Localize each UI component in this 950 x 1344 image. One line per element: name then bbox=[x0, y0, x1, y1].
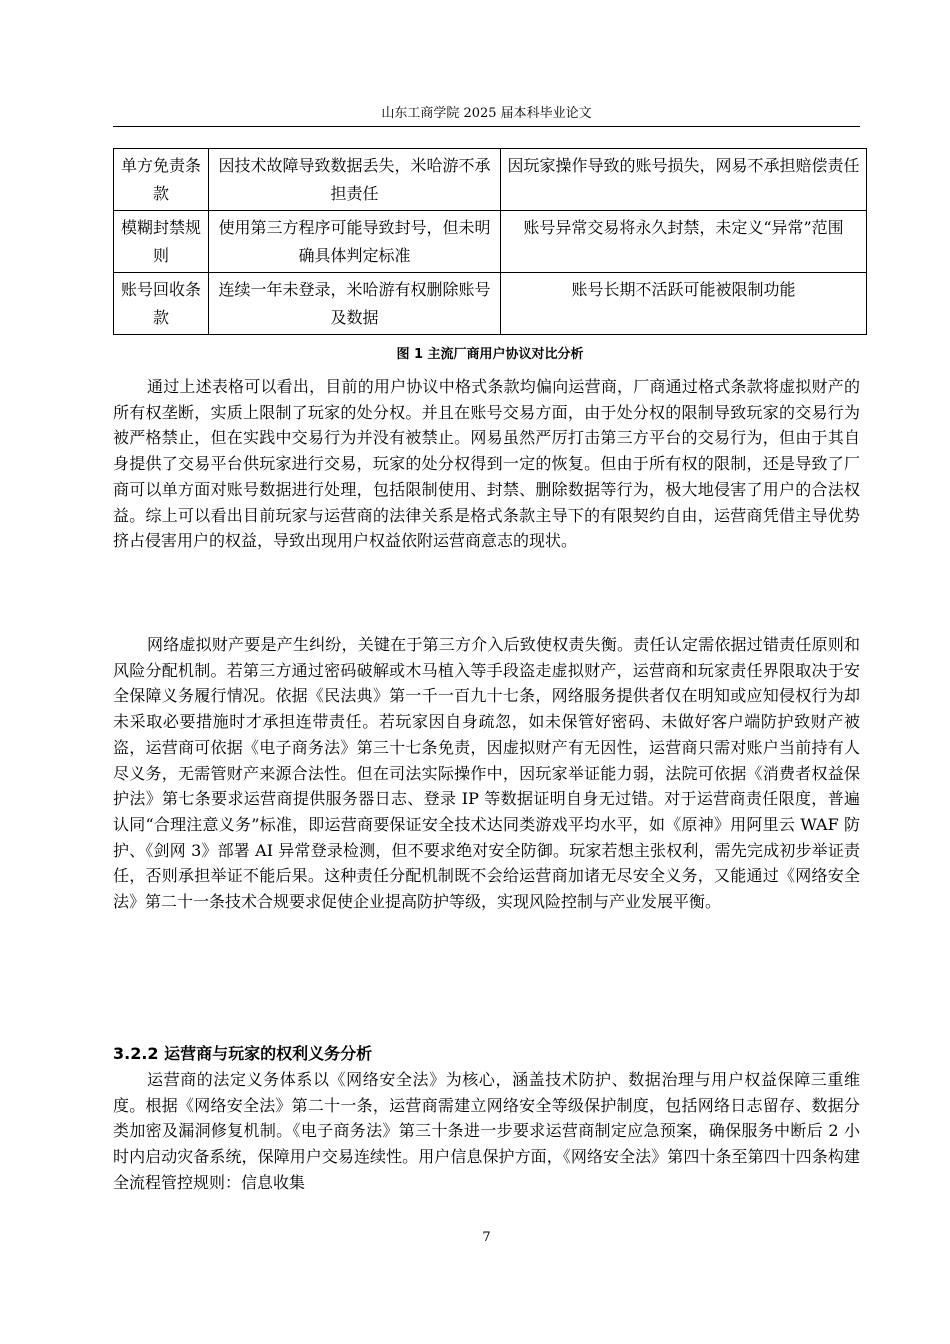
header-rule bbox=[113, 126, 860, 127]
body-paragraph: 运营商的法定义务体系以《网络安全法》为核心，涵盖技术防护、数据治理与用户权益保障三重维度。根据《网络安全法》第二十一条，运营商需建立网络安全等级保护制度，包括网络日志留存、数据分类加密及漏洞修复机制。《电子商务法》第三十条进一步要求运营商制定应急预案，确保服务中断后 2 小时内启动灾备系统，保障用户交易连续性。用户信息保护方面，《网络安全法》第四十条至第四十四条构建全流程管控规则：信息收集 bbox=[113, 1070, 860, 1192]
table-row bbox=[114, 149, 867, 211]
table-cell: 账号异常交易将永久封禁，未定义“异常”范围 bbox=[501, 211, 867, 273]
section-heading: 3.2.2 运营商与玩家的权利义务分析 bbox=[113, 1044, 373, 1063]
table-cell: 账号长期不活跃可能被限制功能 bbox=[501, 273, 867, 335]
table-cell: 单方免责条款 bbox=[114, 149, 209, 211]
table-cell: 账号回收条款 bbox=[114, 273, 209, 335]
body-paragraph: 通过上述表格可以看出，目前的用户协议中格式条款均偏向运营商，厂商通过格式条款将虚拟财产的所有权垄断，实质上限制了玩家的处分权。并且在账号交易方面，由于处分权的限制导致玩家的交易行为被严格禁止，但在实践中交易行为并没有被禁止。网易虽然严厉打击第三方平台的交易行为，但由于其自身提供了交易平台供玩家进行交易，玩家的处分权得到一定的恢复。但由于所有权的限制，还是导致了厂商可以单方面对账号数据进行处理，包括限制使用、封禁、删除数据等行为，极大地侵害了用户的合法权益。综上可以看出目前玩家与运营商的法律关系是格式条款主导下的有限契约自由，运营商凭借主导优势挤占侵害用户的权益，导致出现用户权益依附运营商意志的现状。 bbox=[113, 377, 860, 551]
table-cell: 使用第三方程序可能导致封号，但未明确具体判定标准 bbox=[209, 211, 501, 273]
table-cell: 因玩家操作导致的账号损失，网易不承担赔偿责任 bbox=[501, 149, 867, 211]
page-header: 山东工商学院 2025 届本科毕业论文 bbox=[381, 106, 592, 121]
figure-caption: 图 1 主流厂商用户协议对比分析 bbox=[396, 347, 584, 362]
table-cell: 连续一年未登录，米哈游有权删除账号及数据 bbox=[209, 273, 501, 335]
table-cell: 模糊封禁规则 bbox=[114, 211, 209, 273]
table-cell: 因技术故障导致数据丢失，米哈游不承担责任 bbox=[209, 149, 501, 211]
table-row bbox=[114, 211, 867, 273]
page-number: 7 bbox=[482, 1230, 491, 1245]
body-paragraph: 网络虚拟财产要是产生纠纷，关键在于第三方介入后致使权责失衡。责任认定需依据过错责任原则和风险分配机制。若第三方通过密码破解或木马植入等手段盗走虚拟财产，运营商和玩家责任界限取决于安全保障义务履行情况。依据《民法典》第一千一百九十七条，网络服务提供者仅在明知或应知侵权行为却未采取必要措施时才承担连带责任。若玩家因自身疏忽，如未保管好密码、未做好客户端防护致财产被盗，运营商可依据《电子商务法》第三十七条免责，因虚拟财产有无因性，运营商只需对账户当前持有人尽义务，无需管财产来源合法性。但在司法实际操作中，因玩家举证能力弱，法院可依据《消费者权益保护法》第七条要求运营商提供服务器日志、登录 IP 等数据证明自身无过错。对于运营商责任限度，普遍认同“合理注意义务”标准，即运营商要保证安全技术达同类游戏平均水平，如《原神》用阿里云 WAF 防护、《剑网 3》部署 AI 异常登录检测，但不要求绝对安全防御。玩家若想主张权利，需先完成初步举证责任，否则承担举证不能后果。这种责任分配机制既不会给运营商加诸无尽安全义务，又能通过《网络安全法》第二十一条技术合规要求促使企业提高防护等级，实现风险控制与产业发展平衡。 bbox=[113, 635, 860, 912]
agreement-comparison-table bbox=[113, 148, 867, 335]
table-row bbox=[114, 273, 867, 335]
